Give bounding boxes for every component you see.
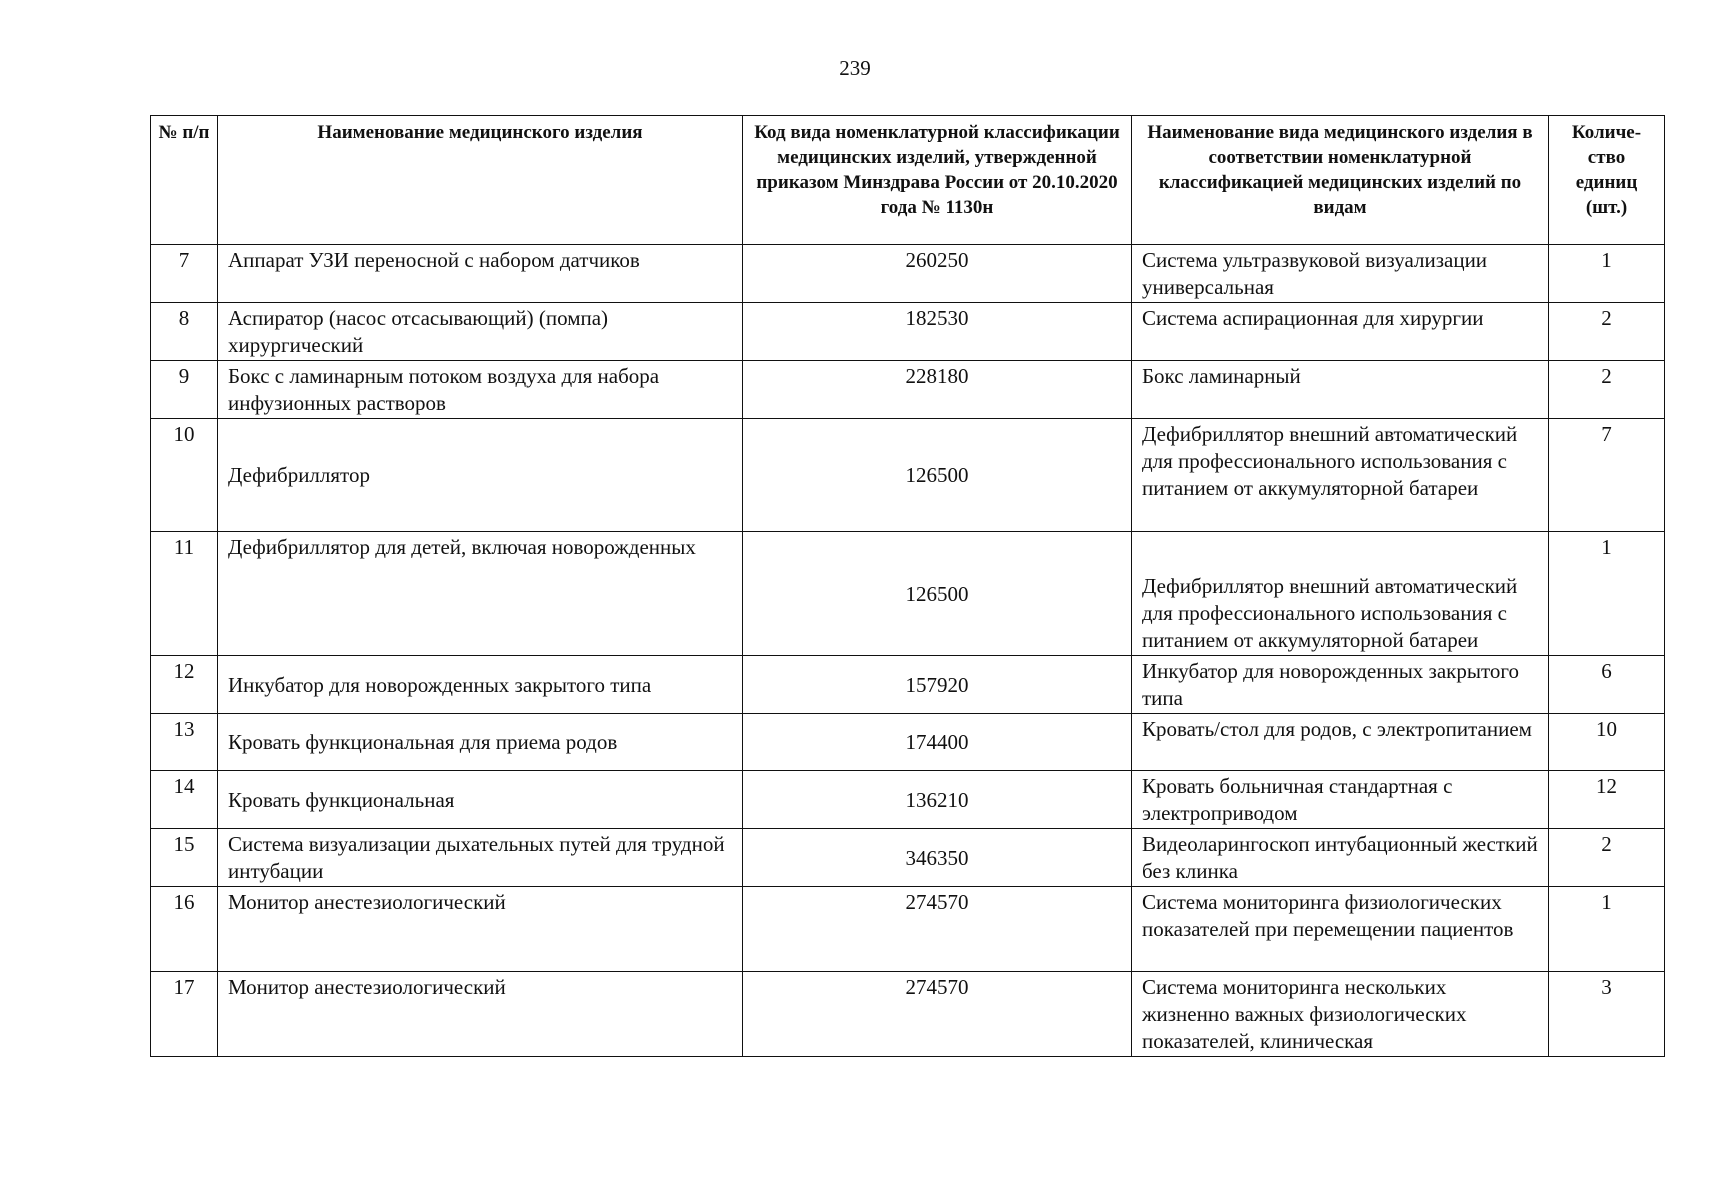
- page-number: 239: [839, 56, 871, 80]
- row-name: Кровать функциональная для приема родов: [218, 714, 743, 771]
- row-kind: Система ультразвуковой визуализации универсальная: [1132, 245, 1549, 303]
- row-qty: 1: [1549, 887, 1665, 972]
- header-code: Код вида номенклатурной классификации медицинских изделий, утвержденной приказом Минздрава России от 20.10.2020 года № 1130н: [743, 116, 1132, 245]
- row-name: Бокс с ламинарным потоком воздуха для набора инфузионных растворов: [218, 361, 743, 419]
- medical-devices-table: [150, 115, 1665, 1057]
- table-row: [151, 419, 1665, 532]
- row-qty: 1: [1549, 532, 1665, 656]
- row-name: Кровать функциональная: [218, 771, 743, 829]
- row-num: 12: [151, 656, 218, 714]
- row-code: 157920: [743, 656, 1132, 714]
- row-num: 10: [151, 419, 218, 532]
- row-code: 346350: [743, 829, 1132, 887]
- row-qty: 2: [1549, 361, 1665, 419]
- row-code: 182530: [743, 303, 1132, 361]
- table-row: [151, 887, 1665, 972]
- header-qty: Количе-ство единиц (шт.): [1549, 116, 1665, 245]
- row-qty: 1: [1549, 245, 1665, 303]
- table-row: [151, 714, 1665, 771]
- row-kind: Кровать/стол для родов, с электропитанием: [1132, 714, 1549, 771]
- row-name: Аппарат УЗИ переносной с набором датчиков: [218, 245, 743, 303]
- row-num: 11: [151, 532, 218, 656]
- row-kind: Дефибриллятор внешний автоматический для профессионального использования с питанием от аккумуляторной батареи: [1132, 419, 1549, 532]
- row-kind: Кровать больничная стандартная с электроприводом: [1132, 771, 1549, 829]
- row-qty: 3: [1549, 972, 1665, 1057]
- row-kind: Бокс ламинарный: [1132, 361, 1549, 419]
- row-qty: 10: [1549, 714, 1665, 771]
- row-code: 136210: [743, 771, 1132, 829]
- table-row: [151, 245, 1665, 303]
- row-kind: Инкубатор для новорожденных закрытого типа: [1132, 656, 1549, 714]
- row-code: 174400: [743, 714, 1132, 771]
- row-num: 13: [151, 714, 218, 771]
- row-code: 126500: [743, 532, 1132, 656]
- row-num: 16: [151, 887, 218, 972]
- row-num: 17: [151, 972, 218, 1057]
- row-qty: 6: [1549, 656, 1665, 714]
- row-name: Инкубатор для новорожденных закрытого типа: [218, 656, 743, 714]
- row-num: 15: [151, 829, 218, 887]
- header-kind: Наименование вида медицинского изделия в соответствии номенклатурной классификацией медицинских изделий по видам: [1132, 116, 1549, 245]
- row-name: Система визуализации дыхательных путей для трудной интубации: [218, 829, 743, 887]
- row-code: 274570: [743, 972, 1132, 1057]
- row-kind: Система мониторинга физиологических показателей при перемещении пациентов: [1132, 887, 1549, 972]
- row-code: 126500: [743, 419, 1132, 532]
- table-row: [151, 829, 1665, 887]
- row-name: Монитор анестезиологический: [218, 972, 743, 1057]
- row-name: Монитор анестезиологический: [218, 887, 743, 972]
- row-qty: 2: [1549, 829, 1665, 887]
- row-name: Дефибриллятор: [218, 419, 743, 532]
- row-qty: 7: [1549, 419, 1665, 532]
- row-num: 8: [151, 303, 218, 361]
- row-kind: Видеоларингоскоп интубационный жесткий без клинка: [1132, 829, 1549, 887]
- table-row: [151, 303, 1665, 361]
- row-kind: Дефибриллятор внешний автоматический для профессионального использования с питанием от аккумуляторной батареи: [1132, 532, 1549, 656]
- row-num: 14: [151, 771, 218, 829]
- row-code: 274570: [743, 887, 1132, 972]
- row-kind: Система аспирационная для хирургии: [1132, 303, 1549, 361]
- table-row: [151, 972, 1665, 1057]
- row-num: 7: [151, 245, 218, 303]
- row-code: 260250: [743, 245, 1132, 303]
- table-header-row: [151, 116, 1665, 245]
- row-num: 9: [151, 361, 218, 419]
- row-name: Аспиратор (насос отсасывающий) (помпа) хирургический: [218, 303, 743, 361]
- row-name: Дефибриллятор для детей, включая новорожденных: [218, 532, 743, 656]
- table-row: [151, 656, 1665, 714]
- row-code: 228180: [743, 361, 1132, 419]
- header-num: № п/п: [151, 116, 218, 245]
- header-name: Наименование медицинского изделия: [218, 116, 743, 245]
- table-row: [151, 771, 1665, 829]
- row-qty: 12: [1549, 771, 1665, 829]
- row-qty: 2: [1549, 303, 1665, 361]
- row-kind: Система мониторинга нескольких жизненно важных физиологических показателей, клиническая: [1132, 972, 1549, 1057]
- table-row: [151, 532, 1665, 656]
- table-row: [151, 361, 1665, 419]
